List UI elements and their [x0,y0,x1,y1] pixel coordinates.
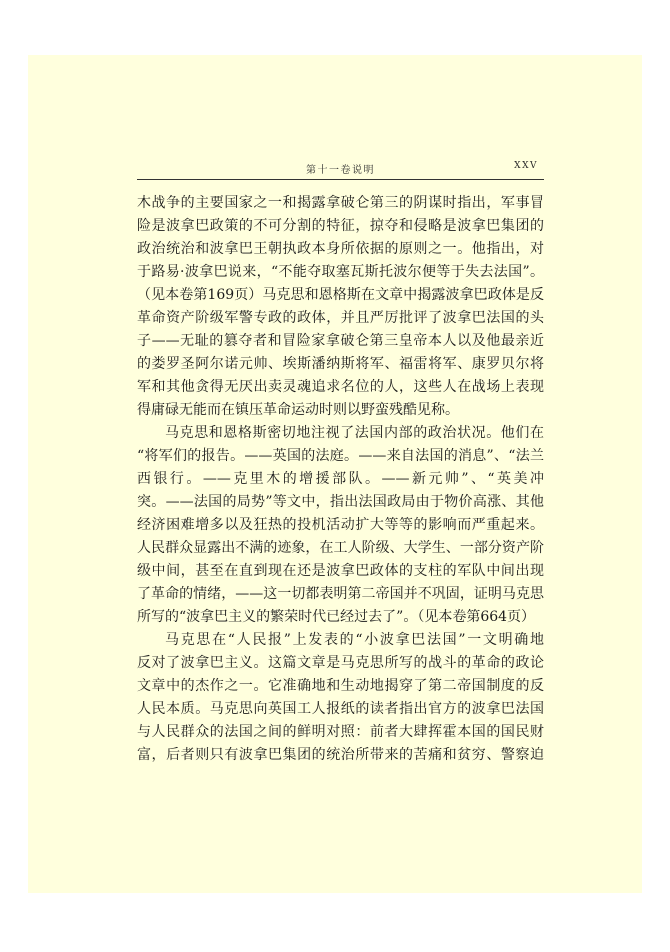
text-line: （见本卷第169页）马克思和恩格斯在文章中揭露波拿巴政体是反 [137,287,544,303]
text-line: 了革命的情绪，——这一切都表明第二帝国并不巩固，证明马克思 [137,586,544,602]
text-line: 政治统治和波拿巴王朝执政本身所依据的原则之一。他指出，对 [137,241,544,257]
text-line: 富，后者则只有波拿巴集团的统治所带来的苦痛和贫穷、警察迫 [137,747,544,763]
text-line: 马克思在“人民报”上发表的“小波拿巴法国”一文明确地 [165,632,544,648]
text-line: “将军们的报告。——英国的法庭。——来自法国的消息”、“法兰 [137,448,544,464]
text-line: 所写的“波拿巴主义的繁荣时代已经过去了”。（见本卷第664页） [137,609,536,625]
body-text [137,192,544,767]
text-line: 于路易·波拿巴说来，“不能夺取塞瓦斯托波尔便等于失去法国”。 [137,264,544,280]
running-head-title: 第十一卷说明 [306,165,375,176]
text-line: 的娄罗圣阿尔诺元帅、埃斯潘纳斯将军、福雷将军、康罗贝尔将 [137,356,544,372]
text-line: 革命资产阶级军警专政的政体，并且严厉批评了波拿巴法国的头 [137,310,544,326]
text-line: 人民本质。马克思向英国工人报纸的读者指出官方的波拿巴法国 [137,701,544,717]
text-line: 子——无耻的篡夺者和冒险家拿破仑第三皇帝本人以及他最亲近 [137,333,544,349]
text-line: 得庸碌无能而在镇压革命运动时则以野蛮残酷见称。 [137,402,459,418]
text-line: 与人民群众的法国之间的鲜明对照：前者大肆挥霍本国的国民财 [137,724,544,740]
text-line: 西银行。——克里木的增援部队。——新元帅”、“英美冲 [137,471,544,487]
text-line: 突。——法国的局势”等文中，指出法国政局由于物价高涨、其他 [137,494,544,510]
text-line: 反对了波拿巴主义。这篇文章是马克思所写的战斗的革命的政论 [137,655,544,671]
text-line: 马克思和恩格斯密切地注视了法国内部的政治状况。他们在 [165,425,544,441]
text-line: 人民群众显露出不满的迹象，在工人阶级、大学生、一部分资产阶 [137,540,544,556]
page-header [137,158,544,180]
text-line: 木战争的主要国家之一和揭露拿破仑第三的阴谋时指出，军事冒 [137,195,544,211]
header-rule [137,179,544,180]
text-line: 险是波拿巴政策的不可分割的特征，掠夺和侵略是波拿巴集团的 [137,218,544,234]
page-number: XXV [514,161,538,171]
text-line: 文章中的杰作之一。它准确地和生动地揭穿了第二帝国制度的反 [137,678,544,694]
text-line: 级中间，甚至在直到现在还是波拿巴政体的支柱的军队中间出现 [137,563,544,579]
text-line: 军和其他贪得无厌出卖灵魂追求名位的人，这些人在战场上表现 [137,379,544,395]
text-line: 经济困难增多以及狂热的投机活动扩大等等的影响而严重起来。 [137,517,544,533]
